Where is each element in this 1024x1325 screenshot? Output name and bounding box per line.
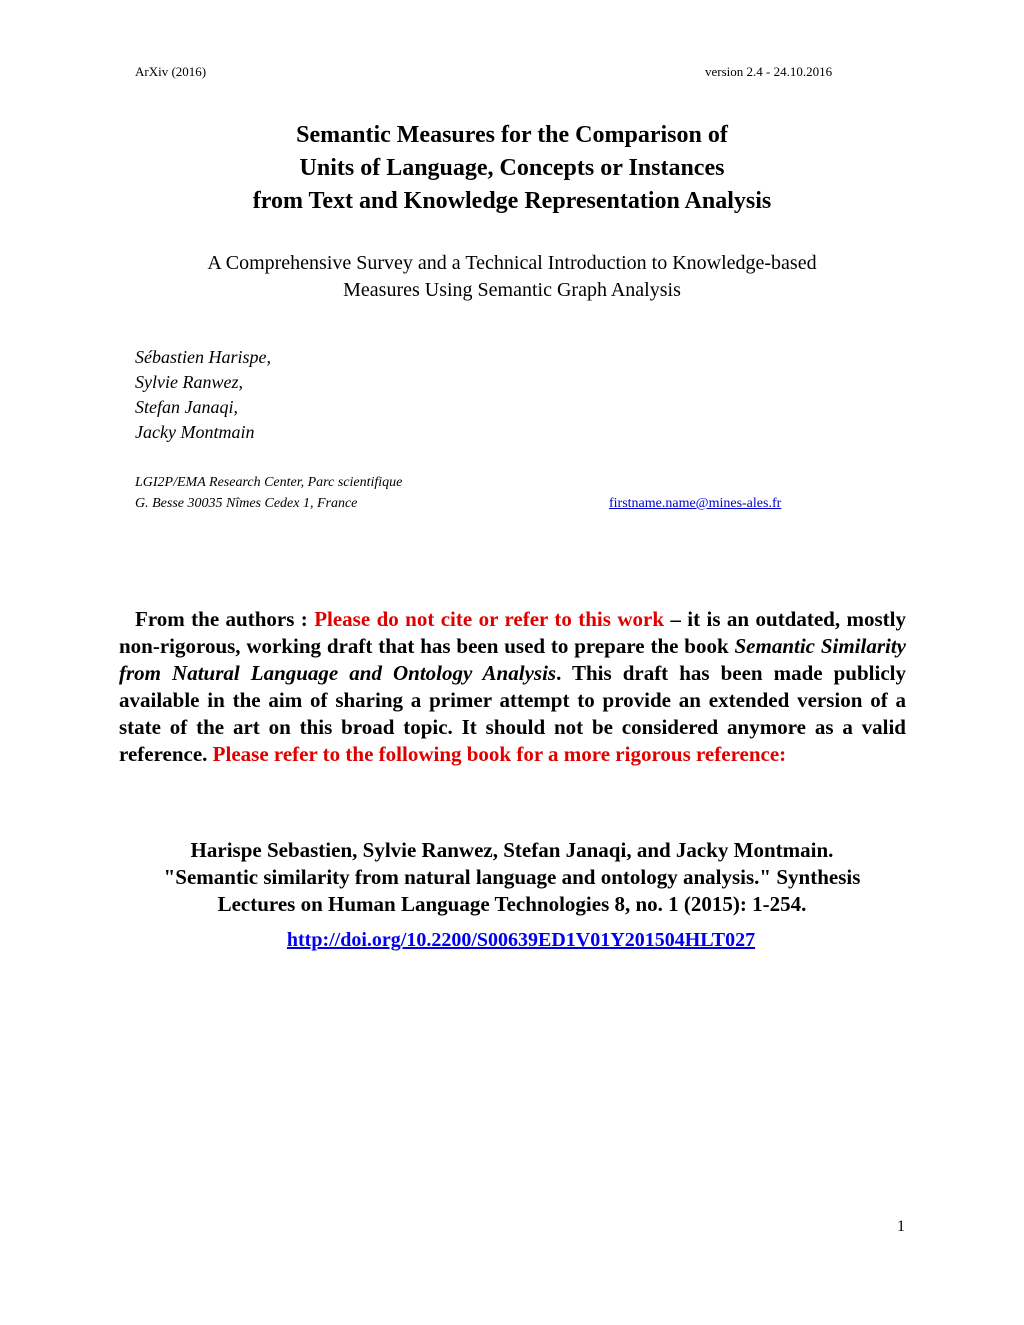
email-link[interactable]: firstname.name@mines-ales.fr	[609, 496, 782, 511]
notice-warning: Please do not cite or refer to this work	[314, 607, 664, 631]
author-1: Sébastien Harispe,	[135, 347, 271, 367]
notice-body-1: – it is an outdated, mostly non-rigorous, working draft that has been used to prepare the book	[119, 607, 907, 658]
citation-line-2: "Semantic similarity from natural language and ontology analysis." Synthesis	[163, 865, 861, 889]
doi-link[interactable]: http://doi.org/10.2200/S00639ED1V01Y201504HLT027	[286, 929, 756, 951]
page-number: 1	[897, 1218, 905, 1235]
notice-refer: Please refer to the following book for a more rigorous reference:	[212, 742, 787, 766]
header-left: ArXiv (2016)	[135, 64, 207, 79]
title-line-1: Semantic Measures for the Comparison of	[296, 122, 728, 148]
author-3: Stefan Janaqi,	[135, 397, 238, 417]
citation-line-3: Lectures on Human Language Technologies 8, no. 1 (2015): 1-254.	[217, 892, 807, 916]
affiliation-line-2: G. Besse 30035 Nîmes Cedex 1, France	[135, 496, 358, 511]
citation-line-1: Harispe Sebastien, Sylvie Ranwez, Stefan Janaqi, and Jacky Montmain.	[190, 838, 834, 862]
author-4: Jacky Montmain	[135, 422, 255, 442]
affiliation-line-1: LGI2P/EMA Research Center, Parc scientifique	[135, 475, 403, 490]
author-notice	[119, 606, 906, 768]
header-right: version 2.4 - 24.10.2016	[705, 64, 833, 79]
subtitle-line-2: Measures Using Semantic Graph Analysis	[343, 279, 681, 301]
title-line-3: from Text and Knowledge Representation Analysis	[252, 188, 772, 214]
doi-link-row	[0, 929, 1024, 952]
notice-lead: From the authors :	[135, 607, 315, 631]
notice-book-title: Semantic Similarity from Natural Language and Ontology Analysis	[119, 634, 907, 685]
subtitle-line-1: A Comprehensive Survey and a Technical Introduction to Knowledge-based	[207, 252, 817, 274]
notice-body-2: . This draft has been made publicly available in the aim of sharing a primer attempt to provide an extended version of a state of the art on this broad topic. It should not be considered anymore as a valid reference.	[119, 661, 906, 766]
title-line-2: Units of Language, Concepts or Instances	[299, 155, 725, 181]
author-2: Sylvie Ranwez,	[135, 372, 243, 392]
